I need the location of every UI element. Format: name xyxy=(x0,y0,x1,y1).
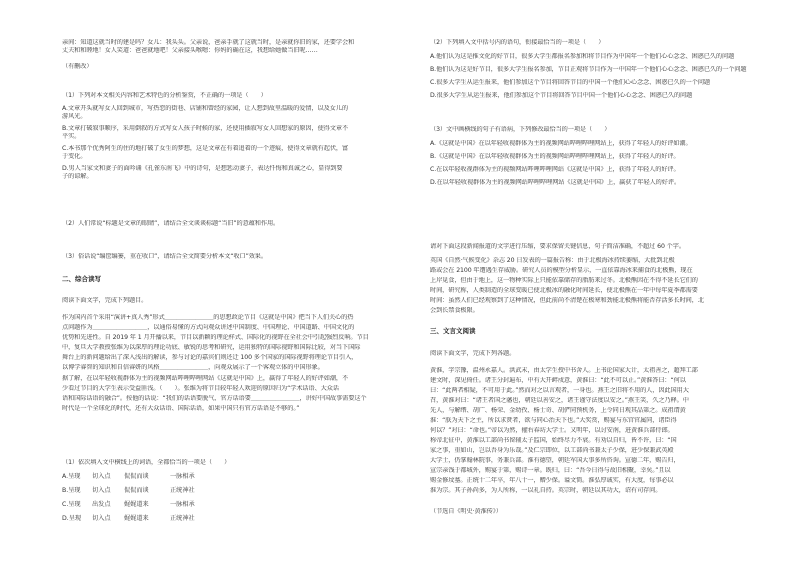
passage-line: 大学士，仍掌翰林院事，务兼兵部。淮有德望，朝廷军国大事多所咨询。宣德二年，赐告归， xyxy=(430,457,680,464)
passage-line: 舞台上的新问题给出了深入浅出的解读，参与讨论的嘉宾们则还迁 100 多个国家的国际视野将理论节目引入， xyxy=(62,354,358,361)
option-a: A.文章开头就写女人回到城市，写热恋的街巷、店铺和曾经的家园，让人想到故里温暖的爱情，以及女儿的 xyxy=(62,105,348,112)
option-cell: B.呈现 xyxy=(62,487,81,494)
passage-line: 称帝北征中，黄淮以工部尚书留辅太子监国，始终尽力不衰。有劝以自归，皆不许，曰：“国 xyxy=(430,437,677,444)
passage-line: 家之事，重如山，岂以吾身为乐哉。”及仁宗即位，以工部尚书兼太子少保，进少保兼武英殿 xyxy=(430,447,674,454)
question-4 xyxy=(62,459,407,523)
option-row-b xyxy=(62,487,407,495)
question-stem: （2）下列填入文中括号内的语句，衔接最恰当的一项是（ ） xyxy=(430,39,605,46)
option-cell: 一脉相承 xyxy=(170,473,195,480)
section-heading: 二、综合读写 xyxy=(62,275,101,283)
passage-line: 会到长禁食极限。 xyxy=(430,307,479,314)
option-cell: C.呈现 xyxy=(62,501,81,508)
option-row-c xyxy=(62,501,407,509)
passage-line: 召，黄淮对曰：“诸王者国之藩也，朝廷以善安之，诸王谨守法度以安之。”燕王笑，久之乃释。中 xyxy=(430,397,689,404)
left-column xyxy=(62,0,407,562)
option-a: A.《这就是中国》在以年轻收视群体为主的视频网站哔哩哔哩网站上，获得了年轻人的好评如潮。 xyxy=(430,140,692,147)
option-row-d xyxy=(62,515,407,523)
passage-line: 黄淮，字宗豫，温州永嘉人。洪武末，由太学生授中书舍人。上书论国家大计，太祖善之，超拜工部 xyxy=(430,367,698,374)
passage-line: 以博学睿智的知识和自信睿妍的风格＿＿＿＿＿＿＿＿，向观众展示了一个客观立体的中国形象。 xyxy=(62,364,324,371)
option-c: C.本书那个优秀阿生的住的地打破了女生的梦想，这是文章在有着追着的一个迹痕，使得文章就有起伏，富 xyxy=(62,145,349,152)
passage-line: 点问题作为＿＿＿＿＿＿＿＿＿，以通俗易懂的方式向观众讲述中国制度、中国理论、中国道路、中国文化的 xyxy=(62,324,355,331)
question-stem: （3）文中画横线的句子有语病，下列修改最恰当的一项是（ ） xyxy=(430,126,611,133)
passage xyxy=(62,314,407,413)
source-note: （有删改） xyxy=(62,63,93,70)
option-cell: 侃侃而谈 xyxy=(124,473,149,480)
passage-line: 淮为宗。其子孙尚多，为人所称，一以礼自持。英宗时，朝廷以其功大，诏有司存问。 xyxy=(430,487,662,494)
option-cell: 一脉相承 xyxy=(170,501,195,508)
question-stem: （1）依次填入文中横线上的词语，全都恰当的一项是（ ） xyxy=(62,459,231,466)
option-cell: D.呈现 xyxy=(62,515,82,522)
option-cell: 切入点 xyxy=(92,487,111,494)
option-cell: 娓娓道来 xyxy=(124,515,149,522)
question-3: （3）俗话说“编筐编篓，重在收口”，请结合全文简要分析本文“收口”效果。 xyxy=(62,253,267,260)
source-citation: （节选自《明史·黄淮传》） xyxy=(430,508,502,515)
passage-line: 赐金修坟墓。正统十二年卒，年八十一，赠少保。谥文简。淮弘厚诚实，有大度，每事必以 xyxy=(430,477,674,484)
option-b: B.《这就是中国》在以年轻收视群体为主的视频网站哔哩哔哩网站上，获得了年轻人的好评。 xyxy=(430,153,680,160)
option-d-cont: 子的谅解。 xyxy=(62,173,93,180)
passage-line: 优势和先进性。自 2019 年 1 月开播以来，节目以新颖的理论样式、国际化的视野在全社会中引起强烈反响。节目 xyxy=(62,334,369,341)
question-stem: 请对下面这段新闻报道的文字进行压缩，要求保留关键信息，句子简洁准确，不超过 60 个字。 xyxy=(430,243,685,250)
option-c: C.在以年轻收视群体为主的视频网站哔哩哔哩网站《这就是中国》上，获得了年轻人的好评。 xyxy=(430,166,680,173)
option-cell: 正统神社 xyxy=(170,515,195,522)
passage-line: 中，复旦大学教授张维为以深厚的理论功底、敏锐的思考和研究，运用独特的国际视野和国际比较，对当下国际 xyxy=(62,344,361,351)
reading-instruction: 阅读下面文字，完成下列各题。 xyxy=(430,350,516,357)
story-line: 丈夫和和睦地！女人笑道：爸爸就地吧！父亲接头喉嗯：你妈的确在这，我想给她做当旧呢…… xyxy=(62,47,318,54)
question-7 xyxy=(430,243,775,315)
question-5 xyxy=(430,39,775,100)
passage-line: 路或会在 2100 年遭遇生存威胁。研究人员的模型分析显示，一直依靠海冰来捕食的北极熊，现在 xyxy=(430,267,693,274)
passage-line: 时间：虽然人们已经观察到了这种情况，但此前尚不清楚在极寒和劲能北极熊将能否存活多长时间，北 xyxy=(430,297,704,304)
passage-line: 时间，研究称，人类制造的全球变暖已使北极冰的融化时间延长，使北极熊在一年中每年夏季都需要 xyxy=(430,287,698,294)
question-1 xyxy=(62,92,407,181)
classical-passage xyxy=(430,367,775,495)
option-row-a xyxy=(62,473,407,481)
option-cell: 切入点 xyxy=(92,515,111,522)
passage-line: 曰：“此两者相疑，不可用于此。”然而对之以言观者，一身也。燕王之旧将不用的人，因此国用大 xyxy=(430,387,689,394)
question-stem: （1）下列对本文相关内容和艺术特色的分析鉴赏，不正确的一项是（ ） xyxy=(62,92,267,99)
option-cell: 切入点 xyxy=(92,473,111,480)
passage-line: 少看过节目的大学生表示受益匪浅。（ ）。张维为将节目较年轻人欢迎的原因归为“学术话语、大众话 xyxy=(62,385,339,392)
passage-line: 作为国内首个采用“演讲+真人秀”形式＿＿＿＿＿＿＿＿的思想政论节目《这就是中国》把当下人们关心的热 xyxy=(62,314,354,321)
option-a-cont: 游风光。 xyxy=(62,113,87,120)
option-cell: 出发点 xyxy=(92,501,111,508)
passage-line: 英国《自然·气候变化》杂志 20 日发表的一篇报告称：由于北极海冰持续萎缩，大批到北极 xyxy=(430,257,675,264)
question-6 xyxy=(430,126,775,187)
passage-line: 淮：“朕为天下之主，所以求贤者，欲与同心治天下也。”大奖赏，赐宴与东宫官属同，诸臣得 xyxy=(430,417,677,424)
passage-line: 先人，与解缙、胡广、杨荣、金幼孜、杨士奇、胡俨同预机务，上令同日观其品第之。成祖谓黄 xyxy=(430,407,686,414)
option-a: A.他们认为这是推文化的好节目，很多大学生都报名参加和将节目作为中国年一个他们心心念念、困惑已久的问题 xyxy=(430,53,735,60)
passage-line: 语和国际话语的融合”。按他的话说：“我们的话语要脱气、官方话语要＿＿＿＿＿＿＿＿，讲好中国故事需要这个 xyxy=(62,395,367,402)
passage-line: 上岸觅食，但由于地上，这一物种实际上只能依靠储存的脂肪来过冬。北极熊因在不得不延长它们的 xyxy=(430,277,698,284)
option-b-cont: 平实。 xyxy=(62,133,81,140)
story-intro xyxy=(62,39,407,55)
reading-instruction: 阅读下面文字，完成下列题目。 xyxy=(62,297,148,304)
question-2: （2）人们常说“标题是文章的眼睛”，请结合全文谈谈标题“当旧”的意蕴和作用。 xyxy=(62,220,280,227)
option-d: D.很多大学生从运生报来，他们参加这个节目将回答节目中国一个他们心心念念、困惑已久的问题 xyxy=(430,92,693,99)
passage-line: 何以？”对曰：“命也。”帝以为然，擢右春坊大学士。又明年，以讨安南，进黄淮兵部侍郎。 xyxy=(430,427,674,434)
section-heading: 三、文言文阅读 xyxy=(430,327,476,335)
option-d: D.在以年轻收视群体为主的视频网站哔哩哔哩网站《这就是中国》上，赢获了年轻人的好评。 xyxy=(430,179,681,186)
passage-line: 宣宗亲饯于都城外，赐宴于第，赐诗一章。既归，曰：“吾今日得与故旧相聚，幸矣。”且以 xyxy=(430,467,671,474)
story-line: 亲间：知道这就当时的建是吗？女儿：我头头。父亲说，爸亲手就了这就当时，是亲就你旧的家，还要学会和 xyxy=(62,39,355,46)
option-cell: 正统神社 xyxy=(170,487,195,494)
option-cell: A.呈现 xyxy=(62,473,81,480)
right-column xyxy=(430,0,775,562)
option-c-cont: 于变化。 xyxy=(62,153,87,160)
option-d: D.男人当家文和妻子的面吟诵《孔雀东南飞》中的诗句，是想惩动妻子，表达忏悔和真诚之心，显得到要 xyxy=(62,165,343,172)
passage-line: 时代是一个全球化的时代，还有大众话语、国际话语，如果中国只有官方话语是不够的。” xyxy=(62,405,300,412)
option-b: B.文章打破叙事顺序，采用倒叙的方式写女人孩子时候的家，还使用插叙写女人回想家的原因，使得文章不 xyxy=(62,125,349,132)
option-cell: 娓娓道来 xyxy=(124,501,149,508)
passage-line: 建文时，深见倚任。诸王分封遍布，中有大开衅戍意，黄淮曰：“此不可以止。”黄淮答曰：“何以 xyxy=(430,377,686,384)
option-cell: 侃侃而谈 xyxy=(124,487,149,494)
option-b: B.他们认为这是好节目，很多大学生报名参加，节目正观将节目作为一中国年一个他们心心念念、困惑已久的一个问题 xyxy=(430,66,747,73)
passage-line: 据了解，在以年轻收视群体为主的视频网站哔哩哔哩网站《这就是中国》上，赢得了年轻人的好评如潮，不 xyxy=(62,375,349,382)
option-c: C.很多大学生从运生报来，他们参加这个节目将回答节目的中国一个他们心心念念、困惑已久的一个问题 xyxy=(430,79,711,86)
